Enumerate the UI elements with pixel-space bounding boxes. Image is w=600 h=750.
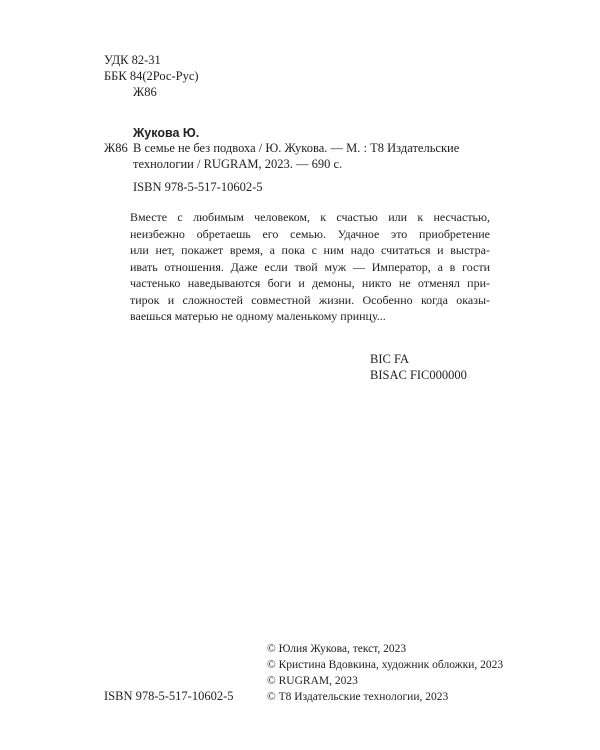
annotation-line: ваешься матерью не одному маленькому принцу... xyxy=(130,309,386,323)
annotation-line: или нет, покажет время, а пока с ним надо считаться и выстра- xyxy=(130,243,490,257)
author-name: Жукова Ю. xyxy=(133,126,200,140)
bbk-code: ББК 84(2Рос-Рус) xyxy=(104,69,199,83)
annotation-line: ивать отношения. Даже если твой муж — Император, а в гости xyxy=(130,259,490,274)
copyright-line: © RUGRAM, 2023 xyxy=(267,675,358,687)
bic-code: BIC FA xyxy=(370,352,410,366)
annotation-line: неизбежно обретаешь его семью. Удачное это приобретение xyxy=(130,226,490,241)
isbn-record: ISBN 978-5-517-10602-5 xyxy=(133,180,263,194)
annotation-line: тирок и сложностей совместной жизни. Особенно когда оказы- xyxy=(130,292,490,307)
bisac-code: BISAC FIC000000 xyxy=(370,368,467,382)
bibliographic-line-1: В семье не без подвоха / Ю. Жукова. — М. : Т8 Издательские xyxy=(133,141,460,155)
author-mark-top: Ж86 xyxy=(133,85,157,99)
copyright-line: © Юлия Жукова, текст, 2023 xyxy=(267,643,407,655)
annotation-text xyxy=(130,209,490,325)
annotation-line: частенько наведываются боги и демоны, никто не отменял при- xyxy=(130,276,490,290)
bibliographic-line-2: технологии / RUGRAM, 2023. — 690 с. xyxy=(133,157,343,171)
annotation-line: Вместе с любимым человеком, к счастью или к несчастью, xyxy=(130,210,490,224)
copyright-line: © Кристина Вдовкина, художник обложки, 2023 xyxy=(267,659,504,671)
copyright-line: © Т8 Издательские технологии, 2023 xyxy=(267,691,449,703)
author-mark: Ж86 xyxy=(104,141,128,155)
isbn-footer: ISBN 978-5-517-10602-5 xyxy=(104,689,234,703)
udk-code: УДК 82-31 xyxy=(104,53,161,67)
